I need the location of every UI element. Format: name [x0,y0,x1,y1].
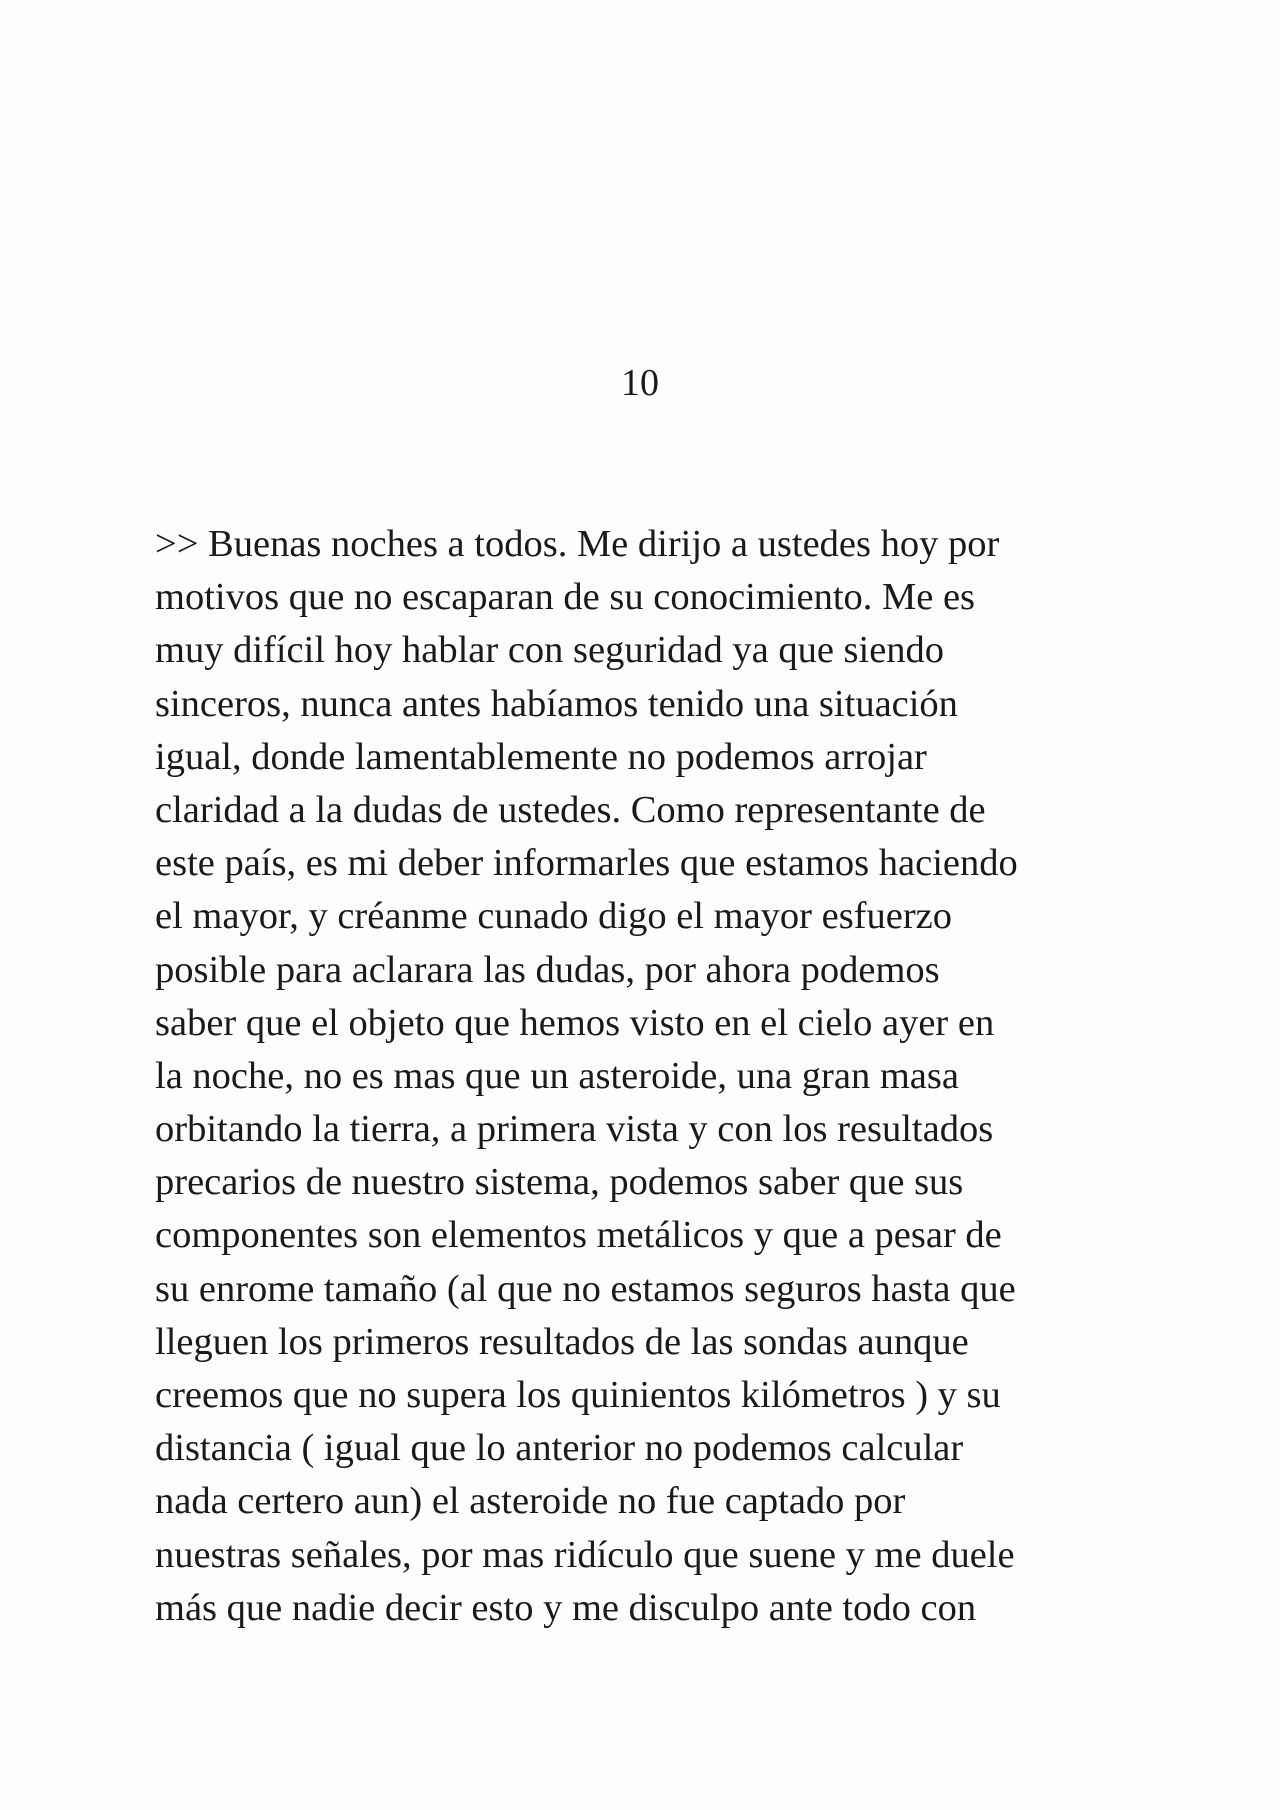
text-line: saber que el objeto que hemos visto en el cielo ayer en [155,1001,995,1044]
page-number: 10 [621,362,659,404]
text-line: nada certero aun) el asteroide no fue captado por [155,1480,906,1523]
text-line: motivos que no escaparan de su conocimiento. Me es [155,576,976,619]
text-line: el mayor, y créanme cunado digo el mayor esfuerzo [155,895,952,938]
text-line: claridad a la dudas de ustedes. Como representante de [155,788,986,831]
text-line: la noche, no es mas que un asteroide, una gran masa [155,1054,959,1097]
text-line: posible para aclarara las dudas, por ahora podemos [155,948,940,991]
text-line: este país, es mi deber informarles que estamos haciendo [155,842,1018,885]
text-line: precarios de nuestro sistema, podemos saber que sus [155,1161,964,1204]
text-line: su enrome tamaño (al que no estamos seguros hasta que [155,1267,1016,1310]
text-line: nuestras señales, por mas ridículo que suene y me duele [155,1533,1015,1576]
text-line: componentes son elementos metálicos y que a pesar de [155,1214,1002,1257]
text-line: más que nadie decir esto y me disculpo ante todo con [155,1586,977,1629]
body-paragraph [155,518,1155,1635]
text-line: >> Buenas noches a todos. Me dirijo a ustedes hoy por [155,523,1000,565]
text-line: sinceros, nunca antes habíamos tenido una situación [155,682,958,725]
text-line: distancia ( igual que lo anterior no podemos calcular [155,1427,964,1470]
text-line: orbitando la tierra, a primera vista y con los resultados [155,1108,994,1151]
text-line: igual, donde lamentablemente no podemos arrojar [155,735,927,778]
text-line: creemos que no supera los quinientos kilómetros ) y su [155,1374,1001,1416]
text-line: muy difícil hoy hablar con seguridad ya que siendo [155,629,945,672]
text-line: lleguen los primeros resultados de las sondas aunque [155,1320,969,1363]
